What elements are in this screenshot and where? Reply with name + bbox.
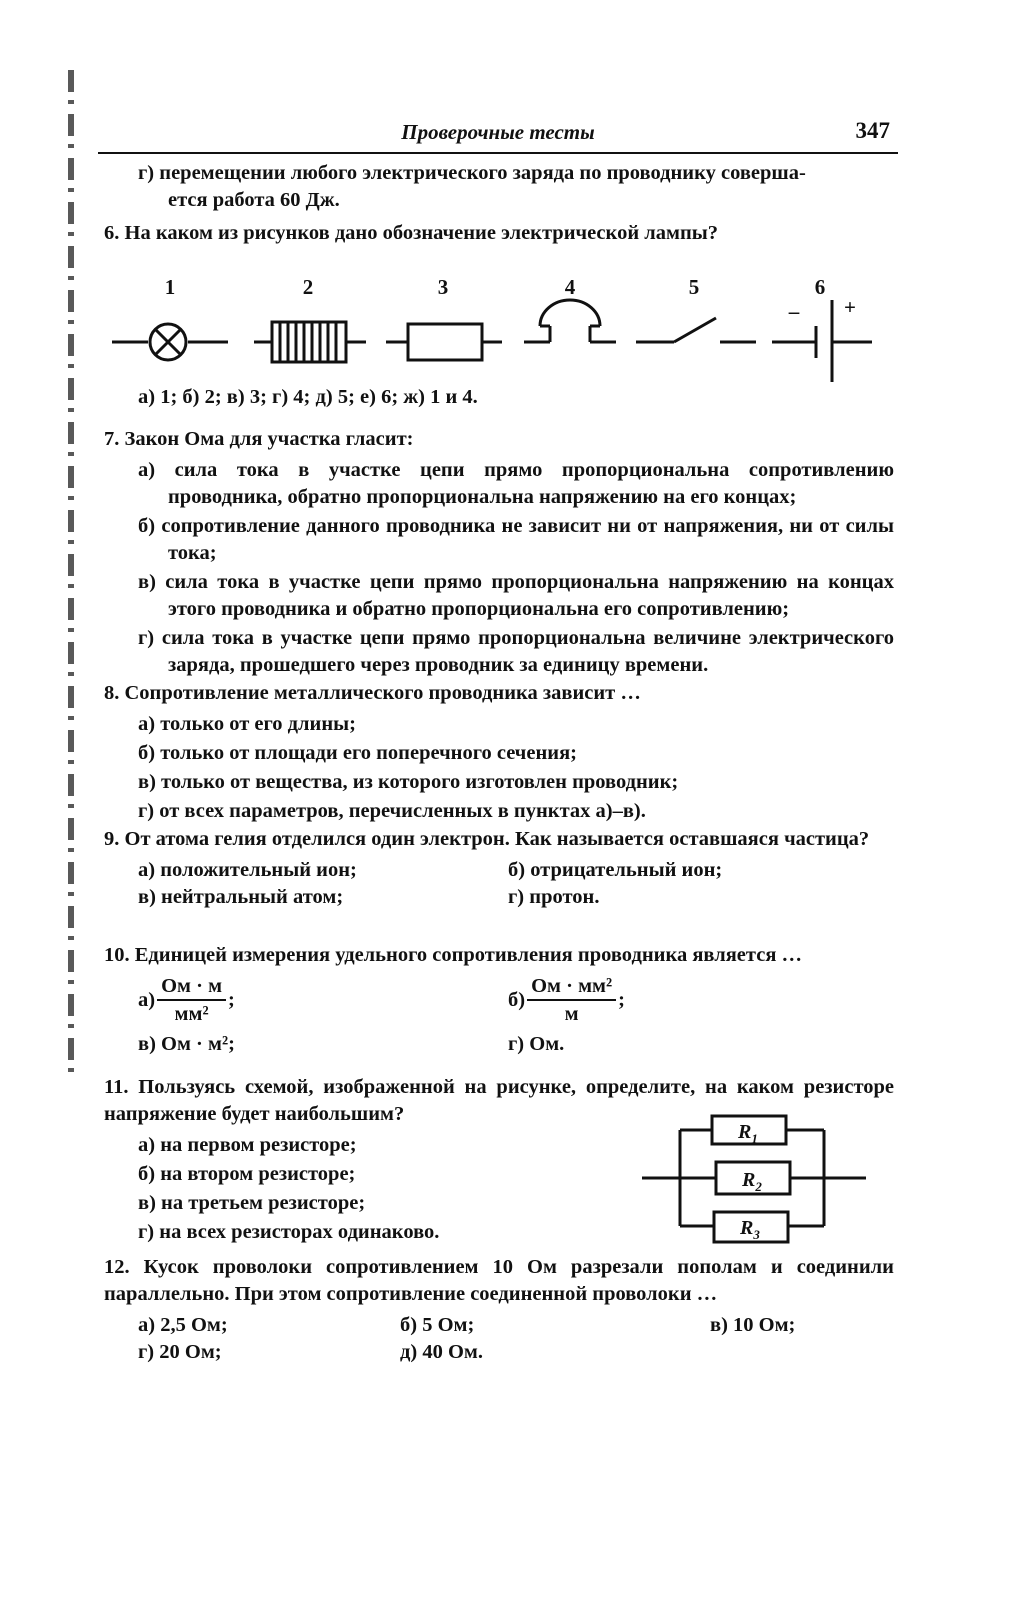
bell-symbol (524, 300, 616, 342)
battery-minus-sign: – (788, 299, 800, 323)
q8-option-a: а) только от его длины; (138, 713, 357, 735)
coil-symbol (254, 322, 366, 362)
q12-option-b: б) 5 Ом; (400, 1314, 475, 1336)
q8-prompt: 8. Сопротивление металлического проводника зависит … (104, 682, 641, 704)
q8-option-b: б) только от площади его поперечного сечения; (138, 742, 578, 764)
q5-tail-line1: г) перемещении любого электрического заряда по проводнику соверша- (138, 162, 806, 184)
q12-block (104, 1254, 894, 1366)
q7-option-b: б) сопротивление данного проводника не зависит ни от напряжения, ни от силы тока; (138, 515, 894, 564)
q12-option-e: д) 40 Ом. (400, 1341, 483, 1363)
switch-symbol (636, 318, 756, 342)
q10-option-c: в) Ом · м²; (138, 1033, 235, 1055)
q9-option-a: а) положительный ион; (138, 859, 357, 881)
q10-option-a-label: а) (138, 988, 156, 1011)
q8-option-d: г) от всех параметров, перечисленных в пунктах а)–в). (138, 800, 646, 822)
q12-prompt: 12. Кусок проволоки сопротивлением 10 Ом разрезали пополам и соединили параллельно. При этом сопротивление соединенной проволоки … (104, 1256, 894, 1305)
q10-option-a-denominator: мм² (174, 1003, 209, 1025)
page-number: 347 (855, 118, 890, 143)
q12-option-c: в) 10 Ом; (710, 1314, 796, 1336)
q9-block (104, 826, 894, 913)
q9-prompt: 9. От атома гелия отделился один электрон. Как называется оставшаяся частица? (104, 828, 870, 850)
q10-option-b-denominator: м (564, 1003, 579, 1025)
q12-option-d: г) 20 Ом; (138, 1341, 222, 1363)
resistor-symbol (386, 324, 502, 360)
battery-symbol (772, 300, 872, 382)
running-title: Проверочные тесты (401, 120, 595, 144)
q11-parallel-circuit (640, 1112, 870, 1248)
symbol-number-4: 4 (564, 275, 576, 299)
q11-option-c: в) на третьем резисторе; (138, 1192, 366, 1214)
lamp-symbol (112, 324, 228, 360)
q10-option-b-separator: ; (618, 988, 625, 1011)
q11-option-a: а) на первом резисторе; (138, 1134, 357, 1156)
q6-answers-block (104, 384, 894, 411)
q10-option-b-numerator: Ом · мм² (527, 973, 616, 1001)
symbol-number-2: 2 (302, 275, 314, 299)
q11-option-d: г) на всех резисторах одинаково. (138, 1221, 440, 1243)
q10-block (104, 942, 894, 1060)
q7-option-a: а) сила тока в участке цепи прямо пропорциональна сопротивлению проводника, обратно пропорциональна напряжению на его концах; (138, 459, 894, 508)
symbol-number-6: 6 (814, 275, 826, 299)
q9-option-c: в) нейтральный атом; (138, 886, 344, 908)
scan-binding-edge (68, 70, 74, 1080)
q6-symbols-diagram (104, 270, 894, 386)
q11-prompt: 11. Пользуясь схемой, изображенной на рисунке, определите, на каком резисторе напряжение будет наибольшим? (104, 1076, 894, 1125)
q12-option-a: а) 2,5 Ом; (138, 1314, 228, 1336)
q8-block (104, 680, 894, 827)
q5-tail-line2: ется работа 60 Дж. (168, 189, 340, 211)
q7-option-c: в) сила тока в участке цепи прямо пропорциональна напряжению на концах этого проводника и обратно пропорциональна его сопротивлению; (138, 571, 894, 620)
q9-option-b: б) отрицательный ион; (508, 859, 723, 881)
q7-block (104, 426, 894, 681)
q10-prompt: 10. Единицей измерения удельного сопротивления проводника является … (104, 944, 803, 966)
resistor-r3-label: $R_3$ (740, 1217, 760, 1242)
q8-option-c: в) только от вещества, из которого изготовлен проводник; (138, 771, 679, 793)
q10-option-b-fraction (527, 973, 616, 1027)
q5-tail-block (104, 160, 894, 251)
q6-answers: а) 1; б) 2; в) 3; г) 4; д) 5; е) 6; ж) 1 и 4. (138, 386, 478, 408)
page-header (98, 118, 898, 154)
q10-option-a-separator: ; (228, 988, 235, 1011)
symbol-number-3: 3 (437, 275, 449, 299)
q11-option-b: б) на втором резисторе; (138, 1163, 356, 1185)
q7-prompt: 7. Закон Ома для участка гласит: (104, 428, 414, 450)
q10-option-b-label: б) (508, 988, 526, 1011)
q10-option-a-numerator: Ом · м (157, 973, 226, 1001)
battery-plus-sign: + (844, 295, 856, 319)
q10-option-b (508, 973, 888, 1027)
q10-option-d: г) Ом. (508, 1033, 565, 1055)
q9-option-d: г) протон. (508, 886, 600, 908)
q6-prompt: 6. На каком из рисунков дано обозначение электрической лампы? (104, 222, 719, 244)
resistor-r1-label: $R_1$ (738, 1121, 758, 1146)
q10-option-a-fraction (157, 973, 226, 1027)
resistor-r2-label: $R_2$ (742, 1169, 762, 1194)
symbol-number-1: 1 (164, 275, 176, 299)
symbol-number-5: 5 (688, 275, 700, 299)
q10-option-a (138, 973, 508, 1027)
q7-option-d: г) сила тока в участке цепи прямо пропорциональна величине электрического заряда, прошедшего через проводник за единицу времени. (138, 627, 894, 676)
